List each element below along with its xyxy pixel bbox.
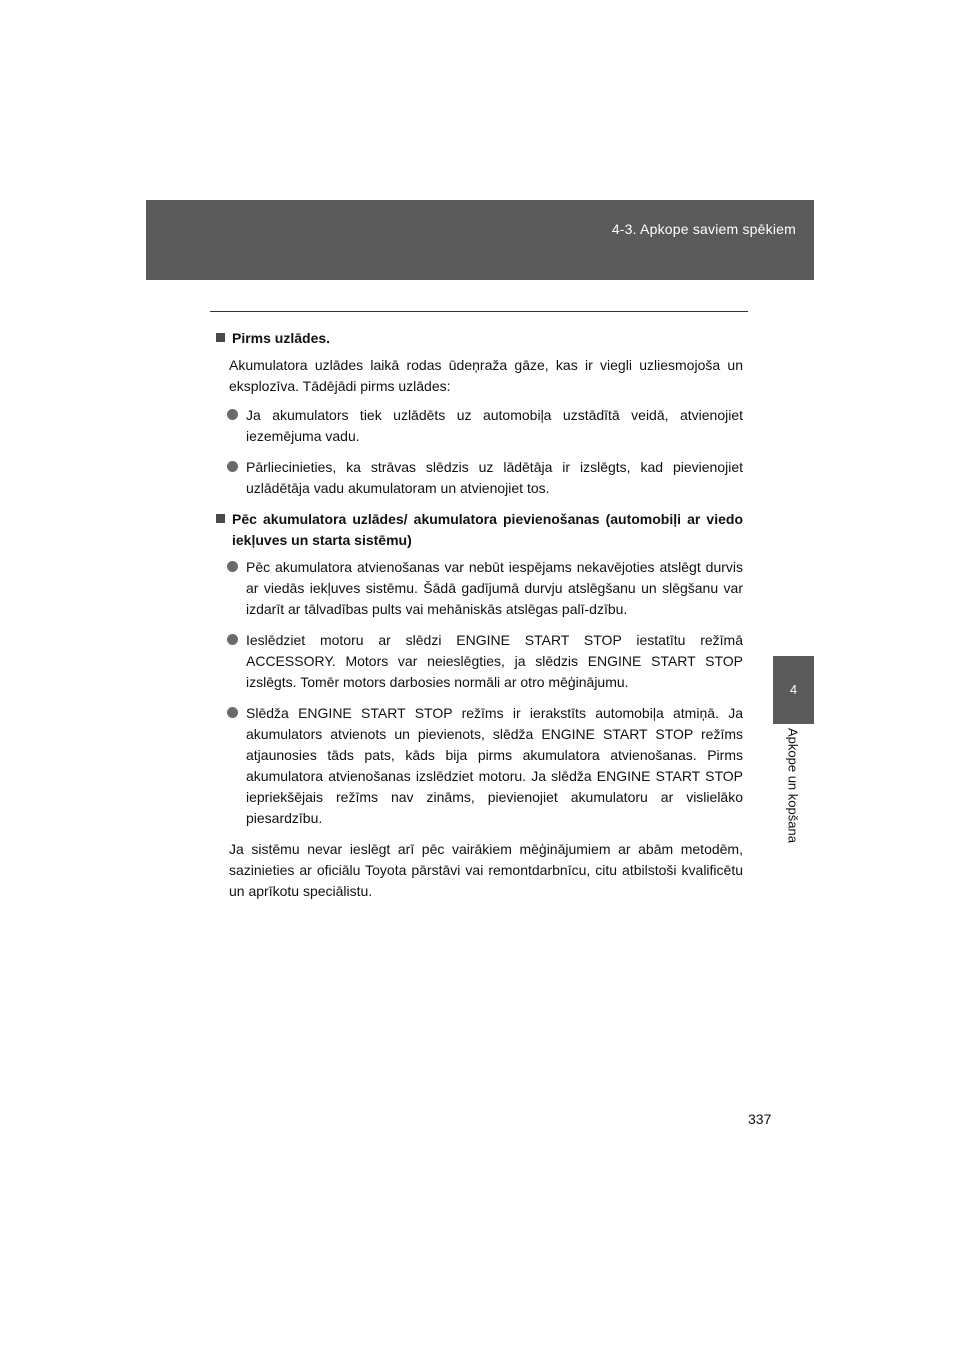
circle-bullet-icon xyxy=(227,707,238,718)
circle-bullet-icon xyxy=(227,409,238,420)
chapter-number-tab: 4 xyxy=(773,656,814,724)
list-item xyxy=(227,457,743,499)
chapter-side-label xyxy=(772,728,814,868)
list-item xyxy=(227,630,743,693)
heading-text: Pēc akumulatora uzlādes/ akumulatora pievienošanas (automobiļi ar viedo iekļuves un starta sistēmu) xyxy=(232,511,743,548)
main-content xyxy=(213,328,743,910)
square-bullet-icon xyxy=(216,514,225,523)
header-band xyxy=(146,200,814,280)
closing-paragraph: Ja sistēmu nevar ieslēgt arī pēc vairākiem mēģinājumiem ar abām metodēm, sazinieties ar oficiālu Toyota pārstāvi vai remontdarbnīcu, citu atbilstoši kvalificētu un aprīkotu speciālistu. xyxy=(229,841,743,899)
heading-text: Pirms uzlādes. xyxy=(232,330,331,346)
list-item-text: Pārliecinieties, ka strāvas slēdzis uz lādētāja ir izslēgts, kad pievienojiet uzlādētāja vadu akumulatoram un atvienojiet tos. xyxy=(246,459,743,496)
list-item xyxy=(227,405,743,447)
top-divider xyxy=(210,311,748,312)
chapter-title: Apkope un kopšana xyxy=(785,728,801,843)
circle-bullet-icon xyxy=(227,561,238,572)
page-number: 337 xyxy=(748,1111,772,1127)
section-title: 4-3. Apkope saviem spēkiem xyxy=(611,221,796,237)
circle-bullet-icon xyxy=(227,634,238,645)
list-item-text: Slēdža ENGINE START STOP režīms ir ierakstīts automobiļa atmiņā. Ja akumulators atvienots un pievienots, slēdža ENGINE START STOP režīms atjaunosies tāds pats, kāds bija pirms akumulatora atvienošanas. Pirms akumulatora atvienošanas izslēdziet motoru. Ja slēdža ENGINE START STOP iepriekšējais režīms nav zināms, pievienojiet akumulatoru ar vislielāko piesardzību. xyxy=(246,705,743,826)
list-item-text: Ja akumulators tiek uzlādēts uz automobiļa uzstādītā veidā, atvienojiet iezemējuma vadu. xyxy=(246,407,743,444)
section-heading xyxy=(213,328,743,349)
list-item xyxy=(227,703,743,829)
circle-bullet-icon xyxy=(227,461,238,472)
square-bullet-icon xyxy=(216,333,225,342)
intro-paragraph: Akumulatora uzlādes laikā rodas ūdeņraža gāze, kas ir viegli uzliesmojoša un eksplozīva. Tādējādi pirms uzlādes: xyxy=(229,357,743,394)
section-heading xyxy=(213,509,743,551)
list-item-text: Ieslēdziet motoru ar slēdzi ENGINE START STOP iestatītu režīmā ACCESSORY. Motors var neieslēgties, ja slēdzis ENGINE START STOP izslēgts. Tomēr motors darbosies normāli ar otro mēģinājumu. xyxy=(246,632,743,690)
list-item-text: Pēc akumulatora atvienošanas var nebūt iespējams nekavējoties atslēgt durvis ar viedās iekļuves sistēmu. Šādā gadījumā durvju atslēgšanu un slēgšanu var izdarīt ar tālvadības pults vai mehāniskās atslēgas palī-dzību. xyxy=(246,559,743,617)
list-item xyxy=(227,557,743,620)
